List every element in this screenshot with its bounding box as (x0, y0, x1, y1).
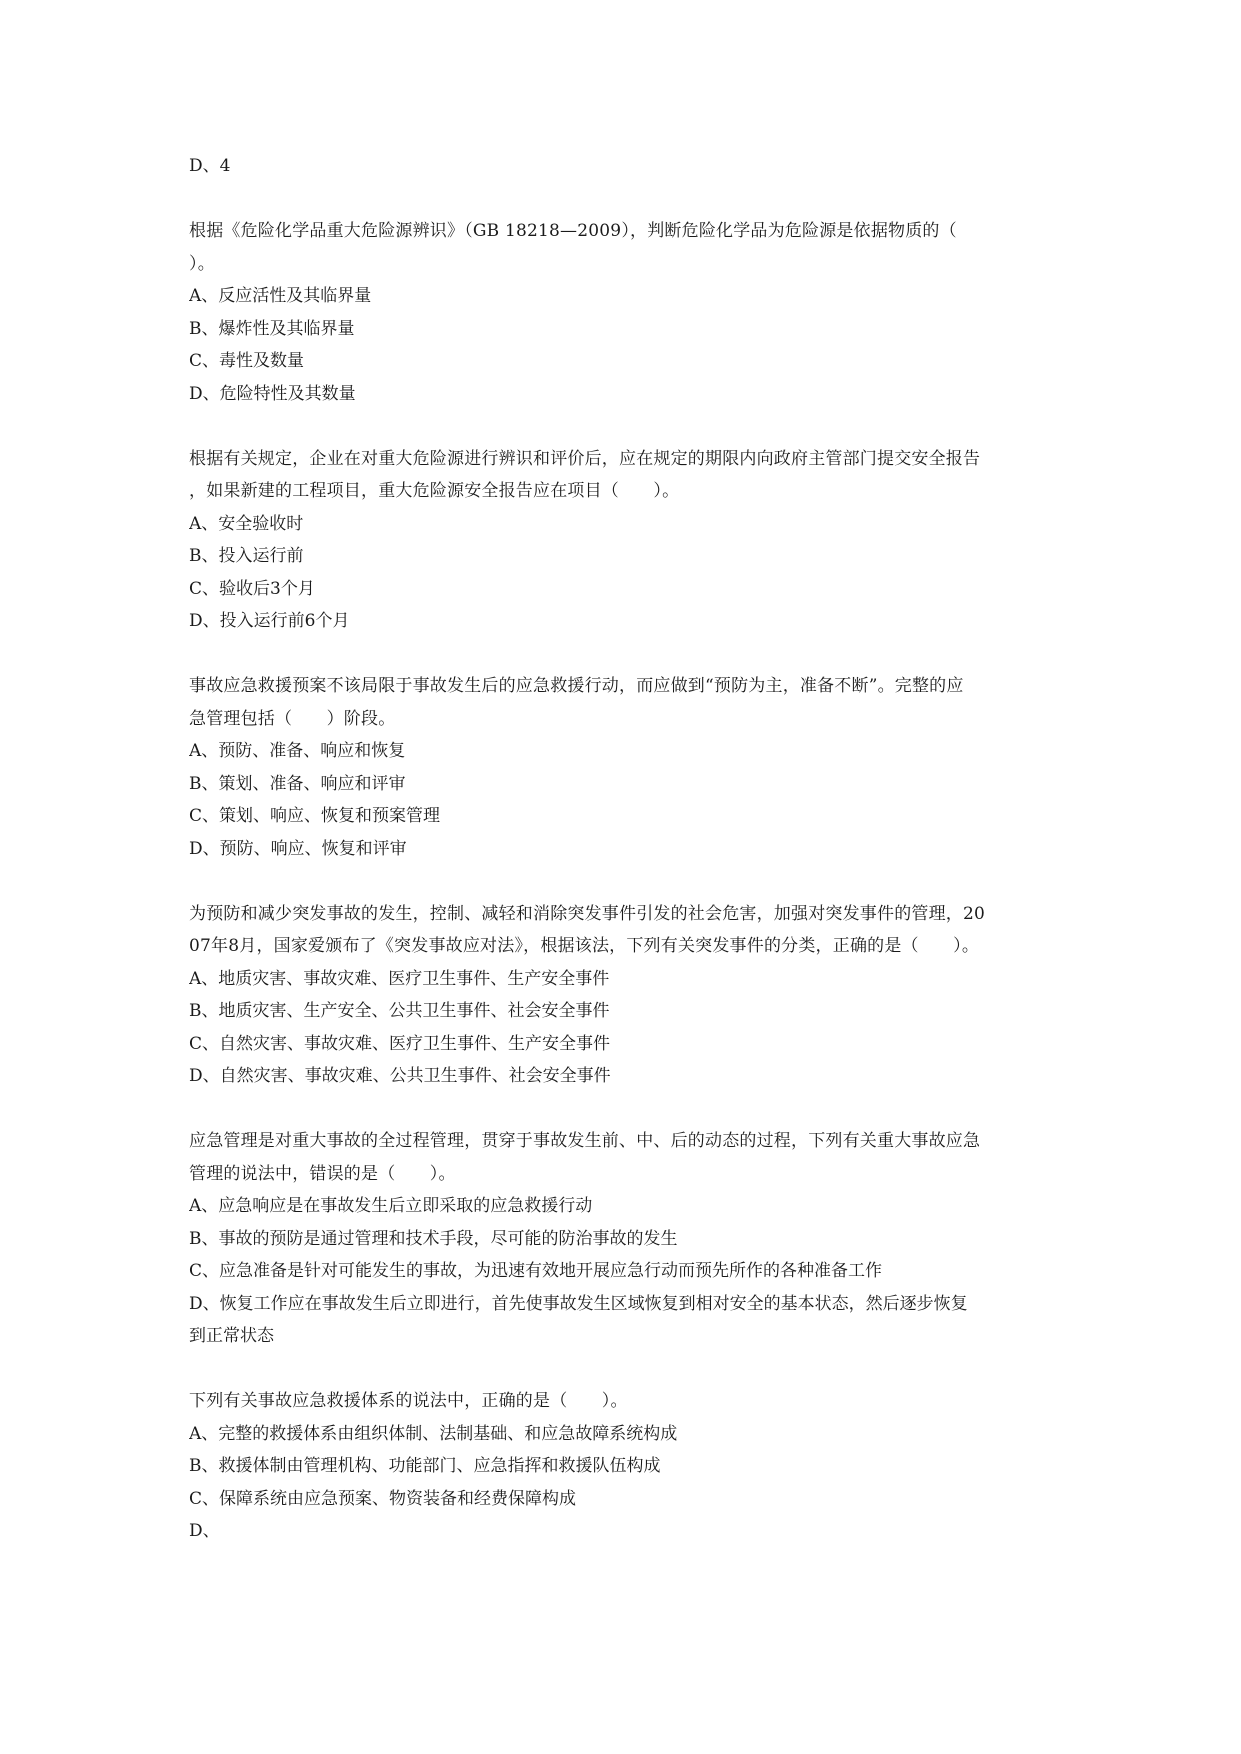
stem-line: 07年8月，国家爱颁布了《突发事故应对法》，根据该法，下列有关突发事件的分类，正确的是（ ）。 (189, 936, 980, 956)
question-stem (189, 670, 1059, 735)
stem-line: 急管理包括（ ）阶段。 (189, 708, 396, 729)
option-d: D、 (189, 1521, 220, 1541)
option-c: C、应急准备是针对可能发生的事故，为迅速有效地开展应急行动而预先所作的各种准备工作 (189, 1261, 883, 1281)
stem-line: 下列有关事故应急救援体系的说法中，正确的是（ ）。 (189, 1391, 628, 1411)
option-b: B、地质灾害、生产安全、公共卫生事件、社会安全事件 (189, 1001, 610, 1021)
question-1 (189, 215, 1059, 410)
stem-line: 应急管理是对重大事故的全过程管理，贯穿于事故发生前、中、后的动态的过程，下列有关重大事故应急 (189, 1131, 981, 1151)
stem-line: ）。 (189, 253, 215, 274)
option-b: B、事故的预防是通过管理和技术手段，尽可能的防治事故的发生 (189, 1228, 678, 1249)
stem-line: 事故应急救援预案不该局限于事故发生后的应急救援行动，而应做到“预防为主，准备不断”。完整的应 (189, 676, 964, 696)
question-5 (189, 1125, 1059, 1353)
option-c: C、保障系统由应急预案、物资装备和经费保障构成 (189, 1488, 577, 1509)
stem-line: 管理的说法中，错误的是（ ）。 (189, 1163, 456, 1184)
option-c: C、毒性及数量 (189, 351, 305, 371)
document-page (189, 150, 1059, 1548)
option-d: D、危险特性及其数量 (189, 383, 356, 404)
option-d: D、投入运行前6个月 (189, 611, 350, 631)
stem-line: 根据有关规定，企业在对重大危险源进行辨识和评价后，应在规定的期限内向政府主管部门提交安全报告 (189, 448, 981, 469)
option-a: A、应急响应是在事故发生后立即采取的应急救援行动 (189, 1196, 593, 1216)
intro-option: D、4 (189, 156, 231, 176)
option-b: B、投入运行前 (189, 546, 304, 566)
option-c: C、验收后3个月 (189, 578, 315, 599)
question-stem (189, 443, 1059, 508)
question-3 (189, 670, 1059, 865)
option-d: D、预防、响应、恢复和评审 (189, 838, 407, 859)
option-a: A、地质灾害、事故灾难、医疗卫生事件、生产安全事件 (189, 968, 610, 989)
option-d: D、自然灾害、事故灾难、公共卫生事件、社会安全事件 (189, 1066, 611, 1086)
question-stem (189, 215, 1059, 280)
question-4 (189, 898, 1059, 1093)
option-c: C、自然灾害、事故灾难、医疗卫生事件、生产安全事件 (189, 1033, 611, 1054)
stem-line: 根据《危险化学品重大危险源辨识》（GB 18218—2009），判断危险化学品为危险源是依据物质的（ (189, 221, 957, 241)
option-a: A、安全验收时 (189, 513, 304, 534)
question-stem (189, 1385, 1059, 1418)
question-stem (189, 898, 1059, 963)
question-2 (189, 443, 1059, 638)
option-c: C、策划、响应、恢复和预案管理 (189, 806, 441, 826)
stem-line: ，如果新建的工程项目，重大危险源安全报告应在项目（ ）。 (189, 481, 680, 501)
option-d-continued: 到正常状态 (189, 1326, 274, 1346)
option-a: A、完整的救援体系由组织体制、法制基础、和应急故障系统构成 (189, 1423, 678, 1444)
option-d: D、恢复工作应在事故发生后立即进行，首先使事故发生区域恢复到相对安全的基本状态，然后逐步恢复 (189, 1293, 968, 1314)
stem-line: 为预防和减少突发事故的发生，控制、减轻和消除突发事件引发的社会危害，加强对突发事件的管理，20 (189, 903, 986, 924)
option-a: A、反应活性及其临界量 (189, 286, 372, 306)
question-6 (189, 1385, 1059, 1548)
question-stem (189, 1125, 1059, 1190)
option-a: A、预防、准备、响应和恢复 (189, 741, 406, 761)
option-b: B、爆炸性及其临界量 (189, 318, 355, 339)
option-b: B、策划、准备、响应和评审 (189, 773, 406, 794)
option-b: B、救援体制由管理机构、功能部门、应急指挥和救援队伍构成 (189, 1456, 661, 1476)
